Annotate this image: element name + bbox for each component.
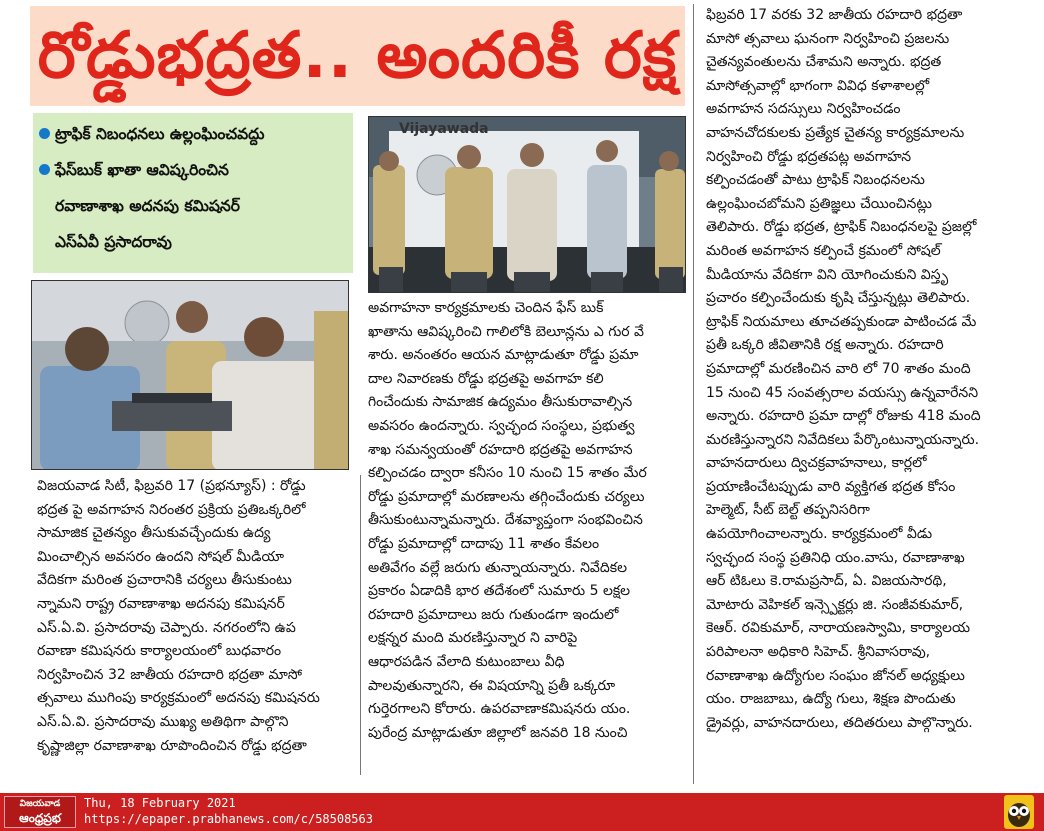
highlight-text: ఫేస్‌బుక్ ఖాతా ఆవిష్కరించిన (55, 161, 229, 179)
article-line: కల్పించడం ద్వారా కనీసం 10 నుంచి 15 శాతం మేర (368, 465, 647, 482)
article-line: విజయవాడ సిటీ, ఫిబ్రవరి 17 (ప్రభన్యూస్) : రోడ్డు (37, 478, 306, 494)
highlight-text: ట్రాఫిక్ నిబంధనలు ఉల్లంఘించవద్దు (55, 125, 265, 143)
article-line: రవాణాశాఖ ఉద్యోగుల సంఘం జోనల్ అధ్యక్షులు (706, 667, 965, 684)
bullet-dot-icon (39, 128, 50, 139)
article-line: వాహనదారులు ద్విచక్రవాహనాలు, కార్లలో (706, 455, 927, 472)
article-line: ట్రాఫిక్ నియమాలు తూచతప్పకుండా పాటించడ మే (706, 313, 977, 330)
banner-text: Vijayawada (399, 121, 489, 137)
article-line: చైతన్యవంతులను చేశామని అన్నారు. భద్రత (706, 54, 942, 71)
article-line: 15 నుంచి 45 సంవత్సరాల వయస్సు ఉన్నవారేనని (706, 384, 979, 401)
article-link[interactable]: https://epaper.prabhanews.com/c/58508563 (84, 812, 373, 826)
article-line: హెల్మెట్, సీట్ బెల్ట్ తప్పనిసరిగా (706, 502, 870, 519)
article-line: శాఖ సమన్వయంతో రహదారి భద్రతపై అవగాహన (368, 441, 633, 458)
highlight-text: ఎస్ఏవీ ప్రసాదరావు (55, 233, 172, 251)
article-line: పరిపాలనా అధికారి సిహెచ్. శ్రీనివాసరావు, (706, 644, 931, 661)
article-line: ఫిబ్రవరి 17 వరకు 32 జాతీయ రహదారి భద్రతా (706, 7, 963, 23)
article-line: గించేందుకు సామాజిక ఉద్యమం తీసుకురావాల్సిన (368, 394, 633, 411)
event-photo-left (31, 280, 349, 470)
article-line: శారు. అనంతరం ఆయన మాట్లాడుతూ రోడ్డు ప్రమా (368, 347, 639, 364)
article-line: మోటారు వెహికల్ ఇన్స్పెక్టర్లు జి. సంజీవకుమార్, (706, 596, 964, 613)
article-line: కృష్ణాజిల్లా రవాణాశాఖ రూపొందించిన రోడ్డు భద్రతా (37, 737, 307, 754)
event-photo-left-image (32, 281, 349, 470)
article-line: రహదారి ప్రమాదాలు జరు గుతుండగా ఇందులో (368, 606, 619, 623)
article-line: పురేంద్ర మాట్లాడుతూ జిల్లాలో జనవరి 18 నుంచి (368, 724, 628, 741)
article-line: ఎస్.ఏ.వి. ప్రసాదరావు చెప్పారు. నగరంలోని ఉప (37, 619, 296, 636)
headline-banner (30, 6, 685, 106)
article-line: తెలిపారు. రోడ్డు భద్రత, ట్రాఫిక్ నిబంధనలపై ప్రజల్లో (706, 219, 977, 236)
article-line: ఉపయోగించాలన్నారు. కార్యక్రమంలో వీడు (706, 526, 933, 543)
article-line: గుర్తెరగాలని కోరారు. ఉపరవాణాకమిషనరు యం. (368, 701, 631, 718)
article-line: ప్రతీ ఒక్కరి జీవితానికి రక్ష అన్నారు. రహదారి (706, 337, 944, 354)
highlight-item (39, 121, 347, 147)
article-line: అన్నారు. రహదారి ప్రమా దాల్లో రోజుకు 418 మంది (706, 408, 981, 425)
article-line: ఆధారపడిన వేలాది కుటుంబాలు వీధి (368, 653, 565, 670)
highlights-box (33, 113, 353, 273)
column-divider (693, 4, 694, 784)
article-line: ప్రచారం కల్పించేందుకు కృషి చేస్తున్నట్లు తెలిపారు. (706, 290, 971, 307)
logo-name: ఆంధ్రప్రభ (19, 811, 61, 825)
article-line: నిర్వహించిన 32 జాతీయ రహదారి భద్రతా మాసో (37, 666, 303, 683)
article-line: కెఆర్. రవికుమార్, నారాయణస్వామి, కార్యాలయ (706, 620, 970, 637)
highlight-item-continued (39, 193, 347, 219)
article-line: డ్రైవర్లు, వాహనదారులు, తదితరులు పాల్గొన్నారు. (706, 714, 973, 731)
article-column-3 (706, 4, 1036, 735)
article-line: వేదికగా మరింత ప్రచారానికి చర్యలు తీసుకుంటు (37, 572, 292, 589)
article-line: ఉల్లంఘించబోమని ప్రతిజ్ఞలు చేయించినట్లు (706, 195, 933, 212)
article-line: ఆర్ టిఓలు కె.రామప్రసాద్, ఏ. విజయసారథి, (706, 573, 947, 590)
article-line: ప్రమాదాల్లో మరణించిన వారి లో 70 శాతం మంది (706, 360, 971, 377)
article-line: రోడ్డు ప్రమాదాల్లో మరణాలను తగ్గించేందుకు చర్యలు (368, 488, 645, 505)
article-line: అవసరం ఉందన్నారు. స్వచ్ఛంద సంస్థలు, ప్రభుత్వ (368, 417, 635, 434)
headline: రోడ్డుభద్రత.. అందరికీ రక్ష (37, 19, 678, 93)
article-line: మాసో త్సవాలు ఘనంగా నిర్వహించి ప్రజలను (706, 30, 950, 47)
article-line: భద్రత పై అవగాహన నిరంతర ప్రక్రియ ప్రతిఒక్కరిలో (37, 501, 306, 518)
highlight-text: రవాణాశాఖ అదనపు కమిషనర్ (55, 197, 240, 215)
highlight-item-continued (39, 229, 347, 255)
article-line: తీసుకుంటున్నామన్నారు. దేశవ్యాప్తంగా సంభవించిన (368, 512, 643, 529)
article-line: వాహనచోదకులకు ప్రత్యేక చైతన్య కార్యక్రమాలను (706, 124, 965, 141)
article-line: స్వచ్ఛంద సంస్థ ప్రతినిధి యం.వాసు, రవాణాశాఖ (706, 549, 965, 566)
article-line: సామాజిక చైతన్యం తీసుకువచ్చేందుకు ఉద్య (37, 525, 271, 542)
article-line: మరింత అవగాహన కల్పించే క్రమంలో సోషల్ (706, 242, 941, 259)
article-line: మించాల్సిన అవసరం ఉందని సోషల్ మీడియా (37, 548, 284, 565)
column-divider (360, 475, 361, 775)
article-line: పాలవుతున్నారని, ఈ విషయాన్ని ప్రతీ ఒక్కరూ (368, 677, 616, 694)
article-line: దాల నివారణకు రోడ్డు భద్రతపై అవగాహ కలి (368, 370, 604, 387)
highlight-item (39, 157, 347, 183)
article-line: అవగాహన సదస్సులు నిర్వహించడం (706, 101, 901, 118)
article-line: అవగాహనా కార్యక్రమాలకు చెందిన ఫేస్ బుక్ (368, 300, 604, 316)
article-line: మాసోత్సవాల్లో భాగంగా వివిధ కళాశాలల్లో (706, 77, 930, 94)
article-column-2 (368, 297, 686, 745)
article-line: ప్రకారం ఏడాదికి భార తదేశంలో సుమారు 5 లక్షల (368, 583, 631, 600)
article-line: త్సవాలు ముగింపు కార్యక్రమంలో అదనపు కమిషనరు (37, 690, 320, 707)
article-line: కల్పించడంతో పాటు ట్రాఫిక్ నిబంధనలను (706, 172, 925, 189)
event-photo-top (368, 116, 686, 293)
newspaper-logo[interactable] (4, 796, 76, 828)
article-line: ఖాతాను ఆవిష్కరించి గాలిలోకి బెలూన్లను ఎ గుర వే (368, 323, 644, 340)
article-column-1 (37, 475, 357, 758)
article-line: రవాణా కమిషనరు కార్యాలయంలో బుధవారం (37, 643, 282, 660)
article-line: ఎస్.ఏ.వి. ప్రసాదరావు ముఖ్య అతిథిగా పాల్గొని (37, 713, 289, 730)
logo-edition: విజయవాడ (19, 799, 61, 809)
article-line: న్నామని రాష్ట్ర రవాణాశాఖ అదనపు కమిషనర్ (37, 595, 285, 612)
article-line: రోడ్డు ప్రమాదాల్లో దాదాపు 11 శాతం కేవలం (368, 535, 600, 552)
article-line: లక్షన్నర మంది మరణిస్తున్నార ని వారిపై (368, 630, 578, 647)
article-line: అతివేగం వల్లే జరుగు తున్నాయన్నారు. నివేదికల (368, 559, 628, 576)
article-line: మరణిస్తున్నారని నివేదికలు పేర్కొంటున్నాయన్నారు. (706, 431, 980, 448)
article-line: నిర్వహించి రోడ్డు భద్రతపట్ల అవగాహన (706, 148, 912, 165)
article-line: యం. రాజబాబు, ఉద్యో గులు, శిక్షణ పొందుతు (706, 691, 956, 708)
article-line: ప్రయాణించేటప్పుడు వారి వ్యక్తిగత భద్రత కోసం (706, 478, 956, 495)
bullet-dot-icon (39, 164, 50, 175)
edition-date: Thu, 18 February 2021 (84, 796, 236, 810)
epaper-footer (0, 793, 1044, 831)
owl-icon[interactable] (1004, 795, 1034, 829)
event-photo-top-image (369, 117, 686, 293)
article-line: మీడియాను వేదికగా విని యోగించుకుని విస్తృ (706, 266, 949, 283)
